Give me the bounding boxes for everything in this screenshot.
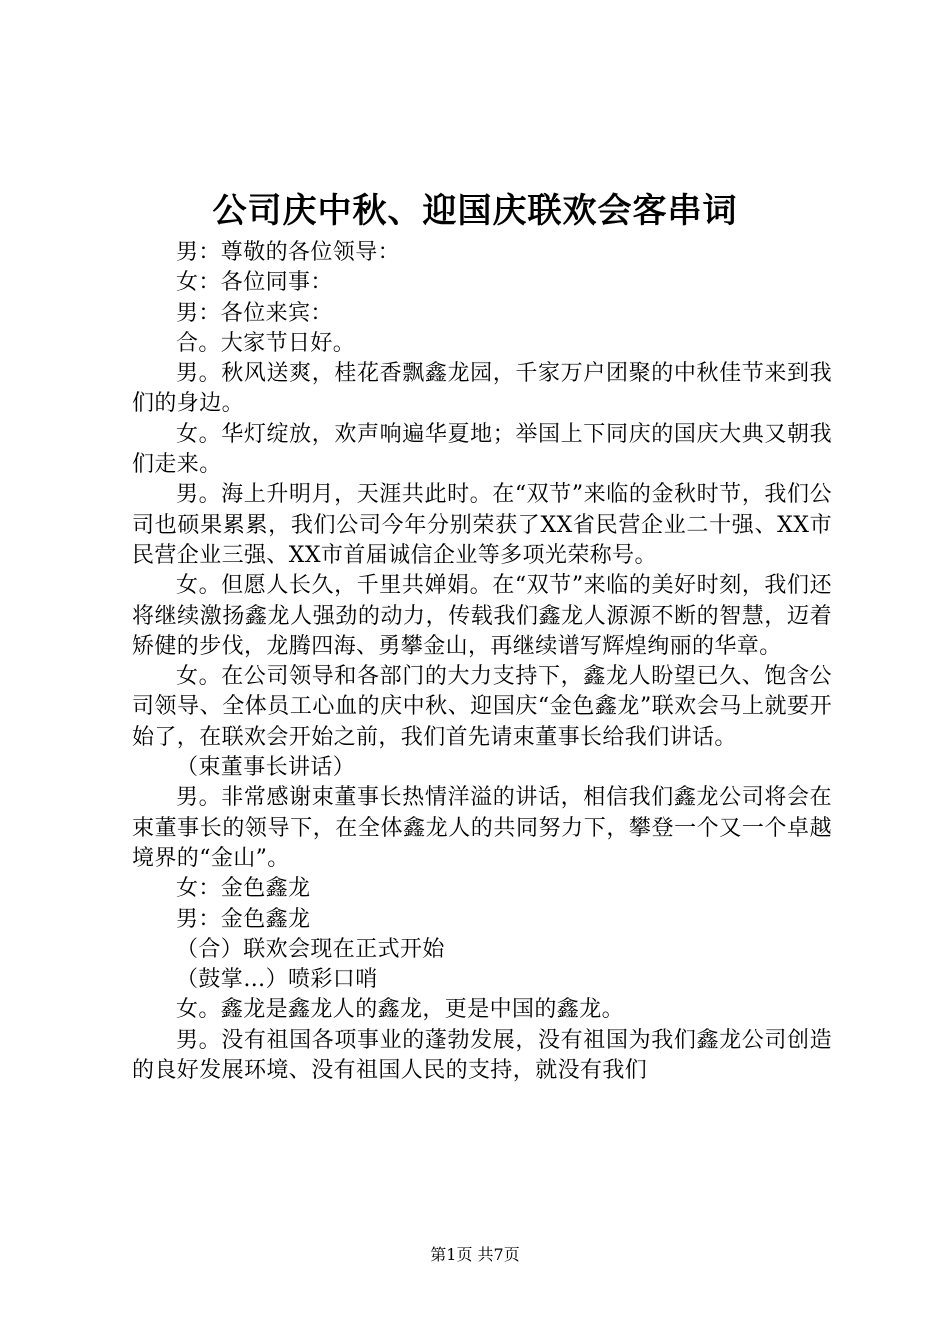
paragraph: 男。海上升明月，天涯共此时。在“双节”来临的金秋时节，我们公司也硕果累累，我们公司今年分别荣获了XX省民营企业二十强、XX市民营企业三强、XX市首届诚信企业等多项光荣称号。 <box>132 482 832 568</box>
paragraph: 女。鑫龙是鑫龙人的鑫龙，更是中国的鑫龙。 <box>176 997 625 1023</box>
document-title: 公司庆中秋、迎国庆联欢会客串词 <box>212 191 738 231</box>
paragraph: 男：各位来宾： <box>176 300 333 326</box>
paragraph: 男：尊敬的各位领导： <box>176 240 401 265</box>
paragraph: （合）联欢会现在正式开始 <box>176 936 445 962</box>
document-body <box>132 238 832 1086</box>
paragraph: （鼓掌…）喷彩口哨 <box>176 967 378 993</box>
paragraph: 男。没有祖国各项事业的蓬勃发展，没有祖国为我们鑫龙公司创造的良好发展环境、没有祖国人民的支持，就没有我们 <box>132 1027 832 1084</box>
paragraph: 男：金色鑫龙 <box>176 906 311 932</box>
page-footer: 第1页 共7页 <box>430 1245 520 1264</box>
paragraph: 合。大家节日好。 <box>176 330 356 356</box>
paragraph: 男。秋风送爽，桂花香飘鑫龙园，千家万户团聚的中秋佳节来到我们的身边。 <box>132 361 832 417</box>
paragraph: 男。非常感谢束董事长热情洋溢的讲话，相信我们鑫龙公司将会在束董事长的领导下，在全体鑫龙人的共同努力下，攀登一个又一个卓越境界的“金山”。 <box>132 785 832 871</box>
paragraph: （束董事长讲话） <box>176 755 356 781</box>
paragraph: 女。但愿人长久，千里共婵娟。在“双节”来临的美好时刻，我们还将继续激扬鑫龙人强劲的动力，传载我们鑫龙人源源不断的智慧，迈着矫健的步伐，龙腾四海、勇攀金山，再继续谱写辉煌绚丽的华章。 <box>132 573 832 659</box>
paragraph: 女：金色鑫龙 <box>176 876 311 902</box>
paragraph: 女。在公司领导和各部门的大力支持下，鑫龙人盼望已久、饱含公司领导、全体员工心血的庆中秋、迎国庆“金色鑫龙”联欢会马上就要开始了，在联欢会开始之前，我们首先请束董事长给我们讲话。 <box>132 664 832 750</box>
paragraph: 女。华灯绽放，欢声响遍华夏地；举国上下同庆的国庆大典又朝我们走来。 <box>132 421 832 478</box>
paragraph: 女：各位同事： <box>176 270 333 296</box>
